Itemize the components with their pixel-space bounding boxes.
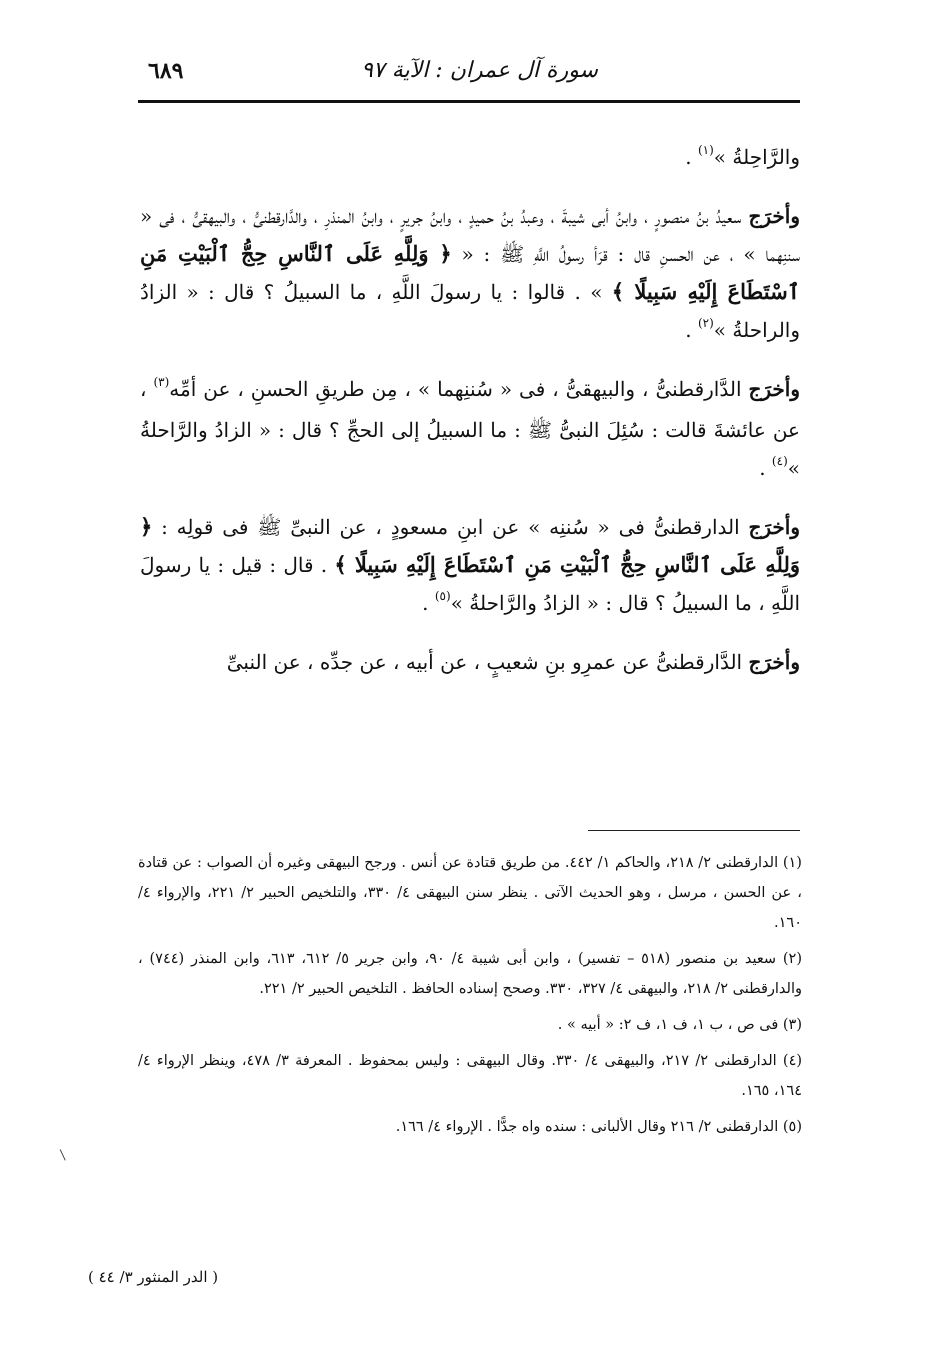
footnote: (٤) الدارقطنى ٢/ ٢١٧، والبيهقى ٤/ ٣٣٠. وقال البيهقى : وليس بمحفوظ . المعرفة ٣/ ٤٧٨، وينظر الإرواء ٤/ ١٦٤، ١٦٥. <box>138 1053 803 1099</box>
footnote-ref: (٥) <box>434 589 451 603</box>
paragraph-text: الدَّارقطنىُّ ، والبيهقىُّ ، فى « سُننِهما » ، مِن طريقِ الحسنِ ، عن أمِّه <box>169 377 749 401</box>
running-title: سورة آل عمران : الآية ٩٧ <box>361 58 598 83</box>
paragraph-tail: . <box>685 145 698 169</box>
paragraph-lead: وأخرَج <box>748 204 800 228</box>
paragraph-lead: وأخرَج <box>748 650 800 674</box>
paragraph-text: سعيدُ بنُ منصورٍ ، وابنُ أبى شيبةَ ، وعبدُ بنُ حميدٍ ، وابنُ جريرٍ ، وابنُ المنذرِ ، والدَّارقطنىُّ ، والبيهقىُّ ، فى « سننِهما » ، عن الحسنِ قال : قرَأ رسولُ اللَّهِ ﷺ : « <box>140 204 800 266</box>
paragraph-lead: وأخرَج <box>748 377 801 401</box>
margin-mark <box>60 1148 70 1161</box>
paragraph-2 <box>140 197 800 352</box>
paragraph-1 <box>140 138 800 179</box>
footnote-separator <box>588 830 800 831</box>
footnote: (٣) فى ص ، ب ١، ف ١، ف ٢: « أبيه » . <box>557 1017 802 1033</box>
paragraph-text: الدارقطنىُّ فى « سُننِه » عن ابنِ مسعودٍ ، عن النبىِّ ﷺ فى قولِه : <box>152 515 749 539</box>
quran-verse: ﴿ وَلِلَّهِ عَلَى ٱلنَّاسِ حِجُّ ٱلْبَيْتِ مَنِ ٱسْتَطَاعَ إِلَيْهِ سَبِيلًا ﴾ <box>140 514 800 577</box>
footnote: (٢) سعيد بن منصور (٥١٨ – تفسير) ، وابن أبى شيبة ٤/ ٩٠، وابن جرير ٥/ ٦١٢، ٦١٣، وابن المنذر (٧٤٤) ، والدارقطنى ٢/ ٢١٨، والبيهقى ٤/ ٣٢٧، ٣٣٠. وصحح إسناده الحافظ . التلخيص الحبير ٢/ ٢٢١. <box>138 951 802 997</box>
paragraph-tail: . <box>422 591 435 615</box>
paragraph-text: . قال : قيل : يا رسولَ اللَّهِ ، ما السبيلُ ؟ قال : « الزادُ والرَّاحلةُ » <box>140 553 800 615</box>
source-reference: ( الدر المنثور ٣/ ٤٤ ) <box>88 1268 219 1286</box>
paragraph-text: الدَّارقطنىُّ عن عمرِو بنِ شعيبٍ ، عن أبيه ، عن جدِّه ، عن النبىِّ <box>226 650 749 674</box>
paragraph-tail: . <box>759 456 772 480</box>
quran-verse: ﴿ وَلِلَّهِ عَلَى ٱلنَّاسِ حِجُّ ٱلْبَيْتِ مَنِ ٱسْتَطَاعَ إِلَيْهِ سَبِيلًا ﴾ <box>140 241 800 304</box>
header-rule <box>138 100 800 103</box>
paragraph-text: والرَّاحِلةُ » <box>713 145 800 169</box>
footnote: (١) الدارقطنى ٢/ ٢١٨، والحاكم ١/ ٤٤٢. من طريق قتادة عن أنس . ورجح البيهقى وغيره أن الصواب : عن قتادة ، عن الحسن ، مرسل ، وهو الحديث الآتى . ينظر سنن البيهقى ٤/ ٣٣٠، والتلخيص الحبير ٢/ ٢٢١، والإرواء ٤/ ١٦٠. <box>138 855 802 931</box>
footnote: (٥) الدارقطنى ٢/ ٢١٦ وقال الألبانى : سنده واه جدًّا . الإرواء ٤/ ١٦٦. <box>395 1119 802 1135</box>
paragraph-3 <box>140 370 800 490</box>
main-text <box>140 138 800 699</box>
footnote-ref: (٢) <box>697 316 714 330</box>
paragraph-tail: . <box>685 318 698 342</box>
footnote-ref: (١) <box>697 143 714 157</box>
footnote-ref: (٣) <box>153 375 170 389</box>
paragraph-5 <box>140 643 800 681</box>
paragraph-lead: وأخرَج <box>748 515 800 539</box>
footnote-ref: (٤) <box>771 454 788 468</box>
page-number: ٦٨٩ <box>148 58 184 84</box>
paragraph-4 <box>140 508 800 625</box>
footnotes <box>138 848 802 1148</box>
paragraph-text: ، عن عائشةَ قالت : سُئِلَ النبىُّ ﷺ : ما السبيلُ إلى الحجِّ ؟ قال : « الزادُ والرَّاحلةُ » <box>140 377 800 480</box>
paragraph-text: » . قالوا : يا رسولَ اللَّهِ ، ما السبيلُ ؟ قال : « الزادُ والراحلةُ » <box>140 280 800 342</box>
